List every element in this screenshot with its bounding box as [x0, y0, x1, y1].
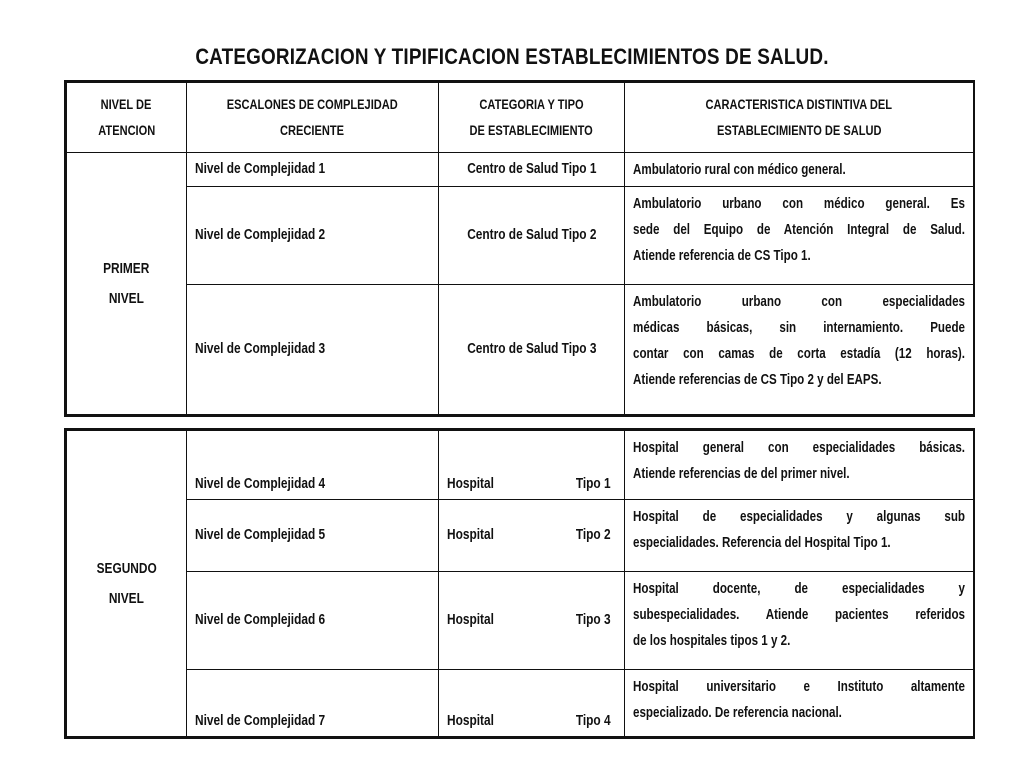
descripcion-cell: Ambulatorio urbano con especialidades médicas básicas, sin internamiento. Puede contar con camas de corta estadía (12 horas). Atiende referencias de CS Tipo 2 y del EAPS. [625, 285, 974, 415]
complejidad-cell: Nivel de Complejidad 5 [187, 500, 439, 572]
complejidad-cell: Nivel de Complejidad 4 [187, 431, 439, 500]
descripcion-cell: Hospital general con especialidades básicas. Atiende referencias de del primer nivel. [625, 431, 974, 500]
table-row [67, 572, 974, 670]
table-row [67, 187, 974, 285]
table-row [67, 153, 974, 187]
descripcion-cell: Ambulatorio rural con médico general. [625, 153, 974, 187]
descripcion-cell: Hospital de especialidades y algunas sub especialidades. Referencia del Hospital Tipo 1. [625, 500, 974, 572]
categoria-cell: Centro de Salud Tipo 2 [439, 187, 625, 285]
complejidad-cell: Nivel de Complejidad 2 [187, 187, 439, 285]
header-categoria-tipo: CATEGORIA Y TIPO DE ESTABLECIMIENTO [439, 83, 625, 153]
categoria-cell: Centro de Salud Tipo 3 [439, 285, 625, 415]
table-row [67, 500, 974, 572]
categoria-cell: Hospital Tipo 1 [439, 431, 625, 500]
complejidad-cell: Nivel de Complejidad 7 [187, 670, 439, 737]
table-row [67, 431, 974, 500]
header-escalones-complejidad: ESCALONES DE COMPLEJIDAD CRECIENTE [187, 83, 439, 153]
segundo-nivel-label: SEGUNDO NIVEL [67, 431, 187, 737]
categoria-cell: Hospital Tipo 4 [439, 670, 625, 737]
descripcion-cell: Hospital universitario e Instituto altamente especializado. De referencia nacional. [625, 670, 974, 737]
primer-nivel-table [64, 80, 975, 417]
document-title: CATEGORIZACION Y TIPIFICACION ESTABLECIMIENTOS DE SALUD. [195, 44, 829, 69]
categoria-cell: Hospital Tipo 2 [439, 500, 625, 572]
descripcion-cell: Hospital docente, de especialidades y subespecialidades. Atiende pacientes referidos de los hospitales tipos 1 y 2. [625, 572, 974, 670]
header-row [67, 83, 974, 153]
descripcion-cell: Ambulatorio urbano con médico general. Es sede del Equipo de Atención Integral de Salud. Atiende referencia de CS Tipo 1. [625, 187, 974, 285]
table-row [67, 670, 974, 737]
primer-nivel-label: PRIMER NIVEL [67, 153, 187, 415]
header-nivel-atencion: NIVEL DE ATENCION [67, 83, 187, 153]
complejidad-cell: Nivel de Complejidad 3 [187, 285, 439, 415]
table-row [67, 285, 974, 415]
categoria-cell: Centro de Salud Tipo 1 [439, 153, 625, 187]
complejidad-cell: Nivel de Complejidad 1 [187, 153, 439, 187]
complejidad-cell: Nivel de Complejidad 6 [187, 572, 439, 670]
header-caracteristica: CARACTERISTICA DISTINTIVA DEL ESTABLECIMIENTO DE SALUD [625, 83, 974, 153]
categoria-cell: Hospital Tipo 3 [439, 572, 625, 670]
segundo-nivel-table [64, 428, 975, 739]
